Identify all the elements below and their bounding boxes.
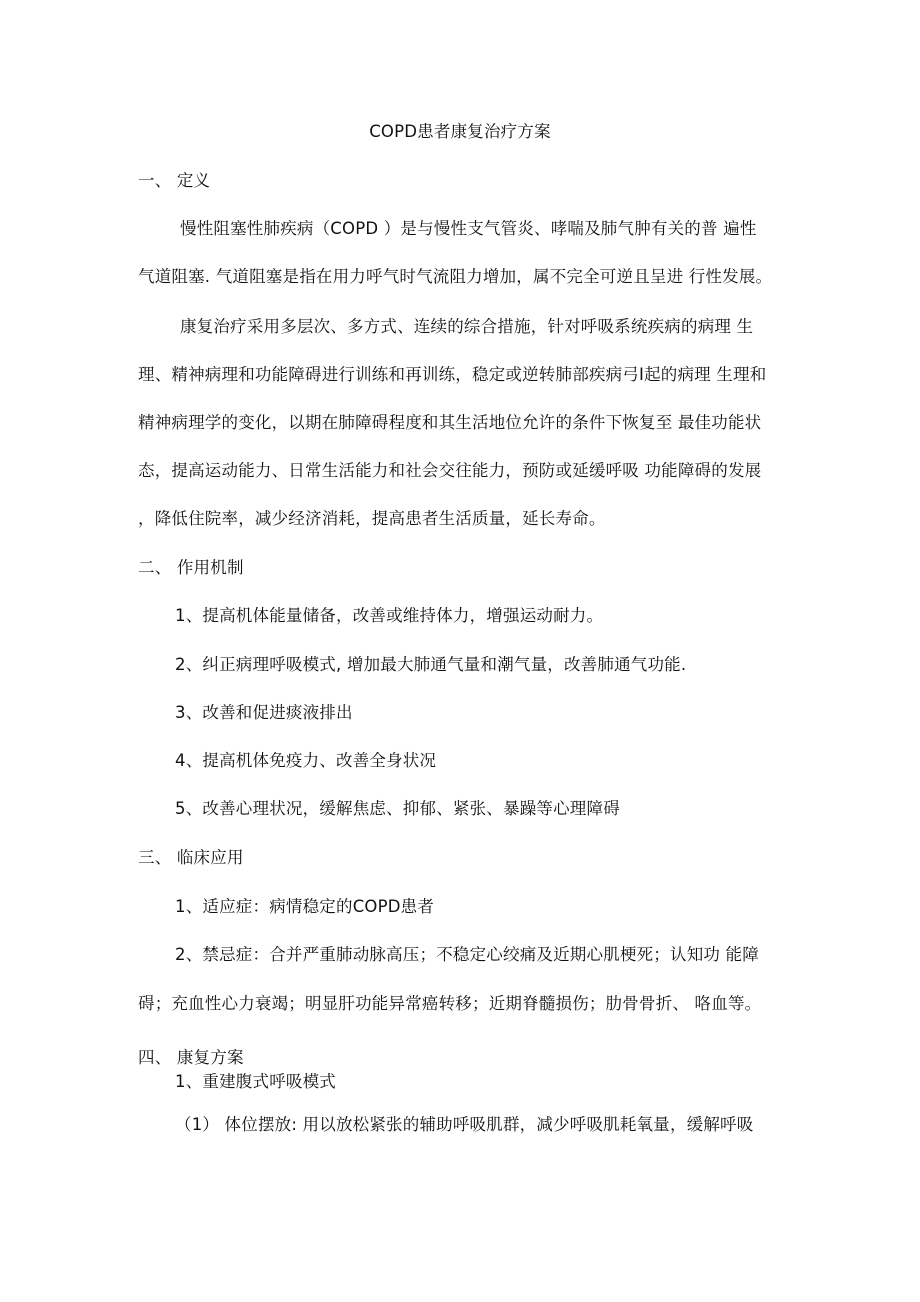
paragraph-line: 碍；充血性心力衰竭；明显肝功能异常癌转移；近期脊髓损伤；肋骨骨折、 咯血等。 bbox=[138, 994, 762, 1013]
page-title: COPD患者康复治疗方案 bbox=[369, 122, 551, 141]
list-item: 1、适应症：病情稳定的COPD患者 bbox=[175, 897, 435, 916]
section-heading-plan: 四、 康复方案 bbox=[138, 1048, 244, 1067]
paragraph-line: 康复治疗采用多层次、多方式、连续的综合措施，针对呼吸系统疾病的病理 生 bbox=[180, 317, 754, 336]
paragraph-line: 慢性阻塞性肺疾病（COPD ）是与慢性支气管炎、哮喘及肺气肿有关的普 遍性 bbox=[180, 219, 757, 238]
list-item: 3、改善和促进痰液排出 bbox=[175, 703, 353, 722]
list-item: 1、提高机体能量储备，改善或维持体力，增强运动耐力。 bbox=[175, 606, 604, 625]
list-item: 1、重建腹式呼吸模式 bbox=[175, 1072, 336, 1091]
section-heading-mechanism: 二、 作用机制 bbox=[138, 558, 244, 577]
list-item: 5、改善心理状况，缓解焦虑、抑郁、紧张、暴躁等心理障碍 bbox=[175, 799, 620, 818]
paragraph-line: 态，提高运动能力、日常生活能力和社会交往能力，预防或延缓呼吸 功能障碍的发展 bbox=[138, 461, 762, 480]
list-item: 2、禁忌症：合并严重肺动脉高压；不稳定心绞痛及近期心肌梗死；认知功 能障 bbox=[175, 945, 759, 964]
list-item: 2、纠正病理呼吸模式, 增加最大肺通气量和潮气量，改善肺通气功能. bbox=[175, 655, 687, 674]
paragraph-line: ，降低住院率，减少经济消耗，提高患者生活质量，延长寿命。 bbox=[138, 509, 606, 528]
list-item: （1） 体位摆放: 用以放松紧张的辅助呼吸肌群，减少呼吸肌耗氧量，缓解呼吸 bbox=[175, 1115, 754, 1134]
paragraph-line: 气道阻塞. 气道阻塞是指在用力呼气时气流阻力增加，属不完全可逆且呈进 行性发展。 bbox=[138, 267, 773, 286]
paragraph-line: 精神病理学的变化，以期在肺障碍程度和其生活地位允许的条件下恢复至 最佳功能状 bbox=[138, 413, 762, 432]
paragraph-line: 理、精神病理和功能障碍进行训练和再训练，稳定或逆转肺部疾病弓I起的病理 生理和 bbox=[138, 365, 767, 384]
section-heading-definition: 一、 定义 bbox=[138, 171, 211, 190]
section-heading-clinical: 三、 临床应用 bbox=[138, 848, 244, 867]
list-item: 4、提高机体免疫力、改善全身状况 bbox=[175, 751, 437, 770]
